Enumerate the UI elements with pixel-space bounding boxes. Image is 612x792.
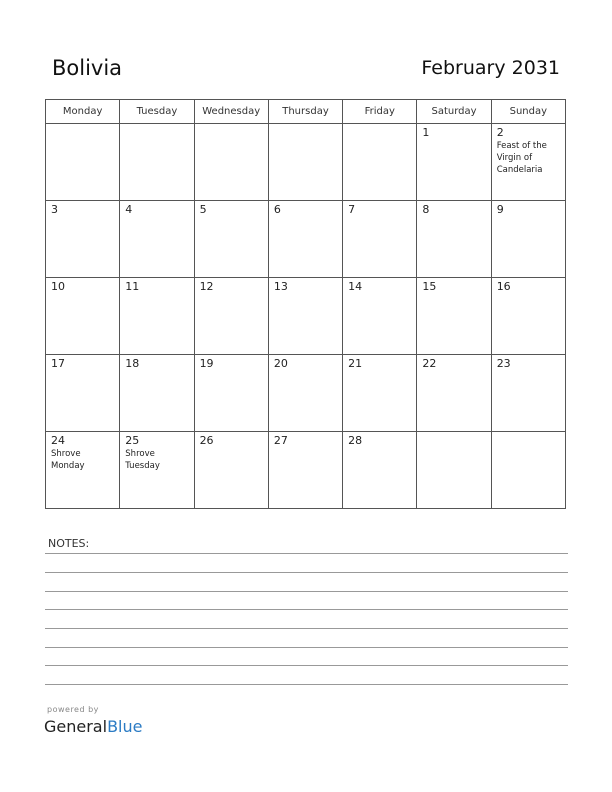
day-number: 20 bbox=[273, 357, 288, 370]
holiday-label bbox=[269, 127, 342, 128]
notes-line bbox=[45, 572, 568, 573]
week-row bbox=[46, 124, 566, 201]
holiday-label bbox=[343, 127, 416, 128]
notes-line bbox=[45, 609, 568, 610]
brand-general: General bbox=[44, 717, 108, 736]
weekday-header-row bbox=[46, 100, 566, 124]
day-cell bbox=[194, 124, 268, 201]
day-cell bbox=[417, 355, 491, 432]
day-cell bbox=[46, 278, 120, 355]
day-number: 6 bbox=[273, 203, 281, 216]
holiday-label bbox=[417, 216, 490, 217]
holiday-label bbox=[417, 293, 490, 294]
day-number: 22 bbox=[422, 357, 437, 370]
holiday-label bbox=[269, 370, 342, 371]
day-number: 17 bbox=[51, 357, 65, 370]
day-cell bbox=[491, 278, 565, 355]
holiday-label bbox=[269, 216, 342, 217]
day-cell bbox=[343, 124, 417, 201]
day-number: 24 bbox=[51, 434, 65, 447]
notes-label: NOTES: bbox=[48, 537, 90, 550]
day-cell bbox=[417, 201, 491, 278]
day-cell bbox=[194, 201, 268, 278]
day-cell bbox=[491, 355, 565, 432]
generalblue-logo bbox=[44, 717, 142, 736]
day-number: 11 bbox=[125, 280, 140, 293]
day-number: 15 bbox=[422, 280, 437, 293]
day-number: 18 bbox=[125, 357, 140, 370]
country-title: Bolivia bbox=[52, 56, 123, 80]
notes-line bbox=[45, 553, 568, 554]
day-cell bbox=[120, 124, 194, 201]
day-number: 13 bbox=[273, 280, 288, 293]
day-number: 8 bbox=[422, 203, 430, 216]
day-cell bbox=[343, 278, 417, 355]
day-cell bbox=[46, 124, 120, 201]
day-number: 9 bbox=[496, 203, 504, 216]
holiday-label bbox=[492, 293, 565, 294]
day-number: 3 bbox=[51, 203, 58, 216]
month-title: February 2031 bbox=[421, 57, 560, 79]
holiday-label bbox=[120, 293, 193, 294]
weekday-header: Sunday bbox=[491, 100, 565, 124]
notes-line bbox=[45, 665, 568, 666]
day-cell bbox=[46, 355, 120, 432]
notes-line bbox=[45, 647, 568, 648]
day-number: 28 bbox=[348, 434, 363, 447]
day-cell bbox=[194, 355, 268, 432]
day-cell bbox=[491, 201, 565, 278]
day-cell bbox=[268, 201, 342, 278]
holiday-label: Shrove Monday bbox=[51, 449, 85, 471]
holiday-label bbox=[417, 435, 490, 436]
day-number: 12 bbox=[199, 280, 214, 293]
day-cell bbox=[194, 278, 268, 355]
day-number: 19 bbox=[199, 357, 214, 370]
day-number: 2 bbox=[496, 126, 504, 139]
holiday-label bbox=[120, 370, 193, 371]
holiday-label bbox=[46, 216, 119, 217]
holiday-label bbox=[46, 127, 119, 128]
holiday-label bbox=[269, 447, 342, 448]
weekday-header: Friday bbox=[343, 100, 417, 124]
notes-line bbox=[45, 591, 568, 592]
holiday-label bbox=[417, 139, 490, 140]
holiday-label bbox=[195, 447, 268, 448]
holiday-label bbox=[492, 370, 565, 371]
notes-line bbox=[45, 684, 568, 685]
day-cell bbox=[120, 201, 194, 278]
week-row bbox=[46, 201, 566, 278]
day-cell bbox=[491, 124, 565, 201]
day-number: 7 bbox=[348, 203, 356, 216]
holiday-label bbox=[492, 435, 565, 436]
notes-line bbox=[45, 628, 568, 629]
day-cell bbox=[46, 432, 120, 509]
week-row bbox=[46, 432, 566, 509]
day-cell bbox=[120, 278, 194, 355]
holiday-label bbox=[195, 293, 268, 294]
day-number: 26 bbox=[199, 434, 214, 447]
week-row bbox=[46, 355, 566, 432]
day-number: 4 bbox=[125, 203, 133, 216]
powered-by-text: powered by bbox=[47, 705, 99, 714]
holiday-label bbox=[195, 370, 268, 371]
holiday-label bbox=[195, 216, 268, 217]
brand-blue: Blue bbox=[107, 717, 143, 736]
day-number: 23 bbox=[496, 357, 511, 370]
day-number: 21 bbox=[348, 357, 363, 370]
holiday-label bbox=[120, 127, 193, 128]
day-cell bbox=[46, 201, 120, 278]
day-number: 25 bbox=[125, 434, 140, 447]
weekday-header: Wednesday bbox=[194, 100, 268, 124]
holiday-label bbox=[195, 127, 268, 128]
holiday-label: Shrove Tuesday bbox=[125, 449, 160, 471]
day-cell bbox=[120, 355, 194, 432]
holiday-label bbox=[343, 293, 416, 294]
weekday-header: Tuesday bbox=[120, 100, 194, 124]
holiday-label bbox=[417, 370, 490, 371]
calendar-grid bbox=[45, 99, 566, 509]
day-cell bbox=[268, 432, 342, 509]
day-cell bbox=[194, 432, 268, 509]
day-cell bbox=[343, 355, 417, 432]
weekday-header: Thursday bbox=[268, 100, 342, 124]
holiday-label bbox=[492, 216, 565, 217]
day-cell bbox=[417, 124, 491, 201]
day-cell bbox=[343, 432, 417, 509]
holiday-label bbox=[343, 447, 416, 448]
holiday-label bbox=[269, 293, 342, 294]
day-number: 16 bbox=[496, 280, 511, 293]
day-cell bbox=[417, 432, 491, 509]
day-number: 1 bbox=[422, 126, 430, 139]
holiday-label bbox=[120, 216, 193, 217]
holiday-label bbox=[343, 216, 416, 217]
day-cell bbox=[417, 278, 491, 355]
day-number: 5 bbox=[199, 203, 207, 216]
weekday-header: Monday bbox=[46, 100, 120, 124]
week-row bbox=[46, 278, 566, 355]
day-cell bbox=[120, 432, 194, 509]
weekday-header: Saturday bbox=[417, 100, 491, 124]
holiday-label bbox=[46, 293, 119, 294]
day-cell bbox=[268, 355, 342, 432]
day-number: 27 bbox=[273, 434, 288, 447]
holiday-label: Feast of the Virgin of Candelaria bbox=[496, 141, 547, 175]
day-cell bbox=[343, 201, 417, 278]
day-cell bbox=[268, 278, 342, 355]
day-cell bbox=[491, 432, 565, 509]
day-cell bbox=[268, 124, 342, 201]
holiday-label bbox=[343, 370, 416, 371]
day-number: 14 bbox=[348, 280, 363, 293]
holiday-label bbox=[46, 370, 119, 371]
day-number: 10 bbox=[51, 280, 65, 293]
